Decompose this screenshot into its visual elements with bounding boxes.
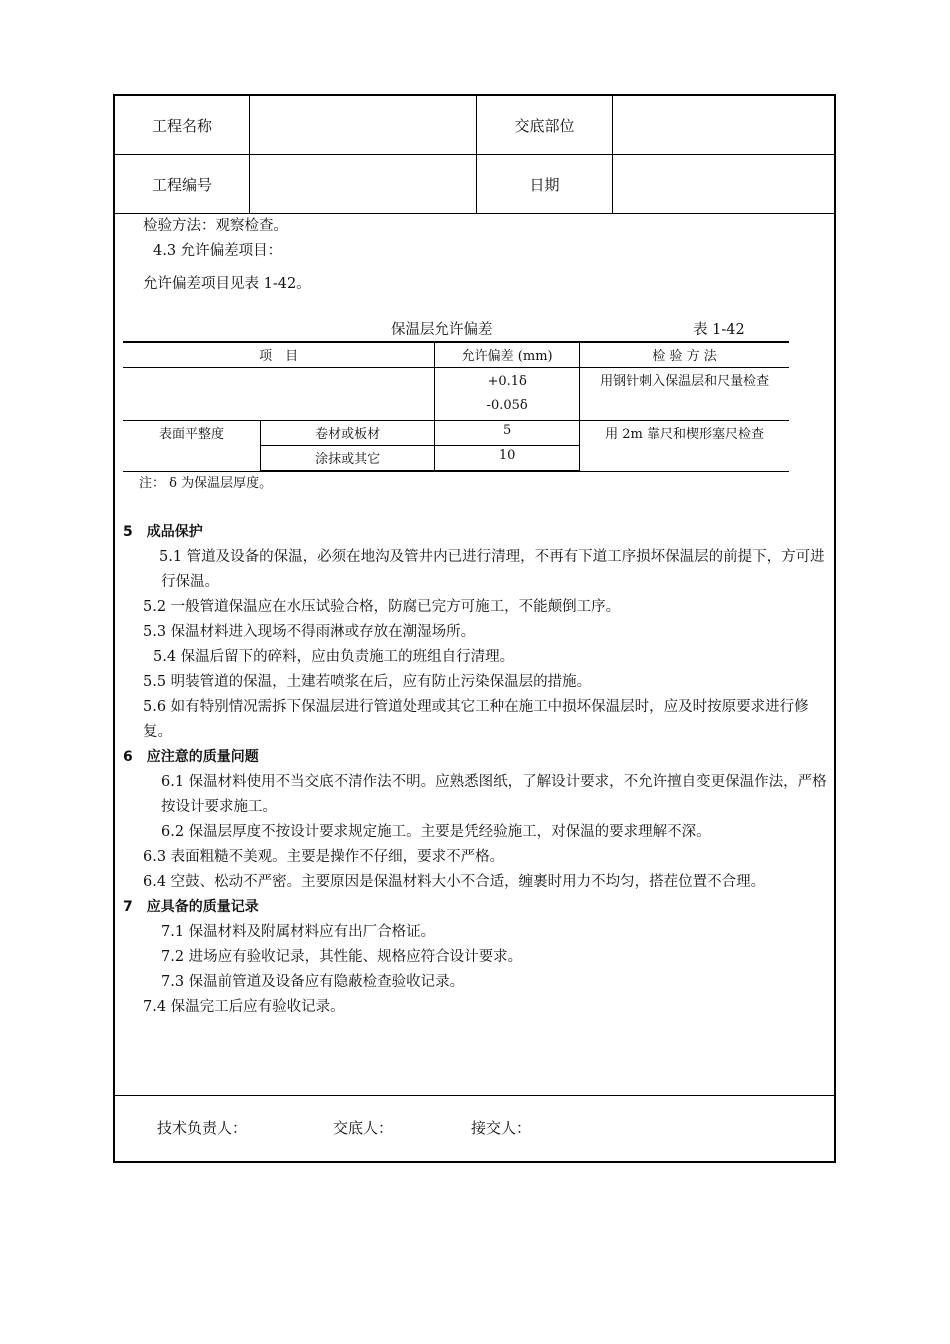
section6-1: 6.1 保温材料使用不当交底不清作法不明。应熟悉图纸，了解设计要求，不允许擅自变更保温作法，严格按设计要求施工。 [161,774,827,815]
col-header-method: 检 验 方 法 [580,342,789,368]
receiver-label: 接交人： [471,1119,532,1137]
project-no-field[interactable] [250,155,477,214]
location-label: 交底部位 [477,96,613,155]
table-note: 注： δ 为保温层厚度。 [139,476,273,491]
header-table [115,96,834,214]
tolerance-reference: 允许偏差项目见表 1-42。 [143,276,311,292]
row1-tolerance [435,368,580,421]
section6-2: 6.2 保温层厚度不按设计要求规定施工。主要是凭经验施工，对保温的要求理解不深。 [161,824,711,840]
section6-title: 6 应注意的质量问题 [123,749,259,765]
location-field[interactable] [613,96,835,155]
section7-3: 7.3 保温前管道及设备应有隐蔽检查验收记录。 [161,974,465,990]
section5-2: 5.2 一般管道保温应在水压试验合格，防腐已完方可施工，不能颠倒工序。 [143,599,621,615]
section7-2: 7.2 进场应有验收记录，其性能、规格应符合设计要求。 [161,949,523,965]
row1-item [123,368,435,421]
col-header-item: 项 目 [123,342,435,368]
sections-text [123,520,831,1020]
project-no-label: 工程编号 [115,155,250,214]
section7-4: 7.4 保温完工后应有验收记录。 [143,999,345,1015]
section5-1 [123,545,831,595]
date-field[interactable] [613,155,835,214]
section5-3: 5.3 保温材料进入现场不得雨淋或存放在潮湿场所。 [143,624,476,640]
inspection-method-line: 检验方法：观察检查。 [143,218,288,234]
row2-tolerance: 5 [435,421,580,446]
disclosure-form [113,94,836,1163]
col-header-tolerance: 允许偏差 (mm) [435,342,580,368]
date-label: 日期 [477,155,613,214]
table-row [123,421,789,446]
row3-sub: 涂抹或其它 [261,446,435,472]
row2-item: 表面平整度 [123,421,261,472]
section5-1-text: 5.1 管道及设备的保温，必须在地沟及管井内已进行清理，不再有下道工序损坏保温层的前提下，方可进行保温。 [159,549,825,590]
section7-title: 7 应具备的质量记录 [123,899,259,915]
row1-method: 用钢针刺入保温层和尺量检查 [580,368,789,421]
row3-tolerance: 10 [435,446,580,472]
row2-method: 用 2m 靠尺和楔形塞尺检查 [580,421,789,472]
section6-3: 6.3 表面粗糙不美观。主要是操作不仔细，要求不严格。 [143,849,505,865]
section6-4: 6.4 空鼓、松动不严密。主要原因是保温材料大小不合适，缠裹时用力不均匀，搭茬位置不合理。 [143,874,766,890]
footer-divider [115,1095,834,1096]
project-name-field[interactable] [250,96,477,155]
project-name-label: 工程名称 [115,96,250,155]
section5-4: 5.4 保温后留下的碎料，应由负责施工的班组自行清理。 [153,649,515,665]
table-title: 保温层允许偏差 [391,322,493,338]
tech-lead-label: 技术负责人： [157,1119,248,1137]
section5-5: 5.5 明装管道的保温，土建若喷浆在后，应有防止污染保温层的措施。 [143,674,592,690]
tolerance-table [123,341,789,472]
section7-1: 7.1 保温材料及附属材料应有出厂合格证。 [161,924,436,940]
intro-text [123,214,831,297]
table-row [123,368,789,421]
row2-sub: 卷材或板材 [261,421,435,446]
row1-tolerance-minus: -0.05δ [486,398,528,413]
section5-title: 5 成品保护 [123,524,203,540]
row1-tolerance-plus: +0.1δ [487,374,527,389]
table-number: 表 1-42 [693,322,745,338]
handover-label: 交底人： [333,1119,394,1137]
section5-6: 5.6 如有特别情况需拆下保温层进行管道处理或其它工种在施工中损坏保温层时，应及时按原要求进行修复。 [143,699,809,740]
tolerance-heading: 4.3 允许偏差项目： [153,243,283,259]
